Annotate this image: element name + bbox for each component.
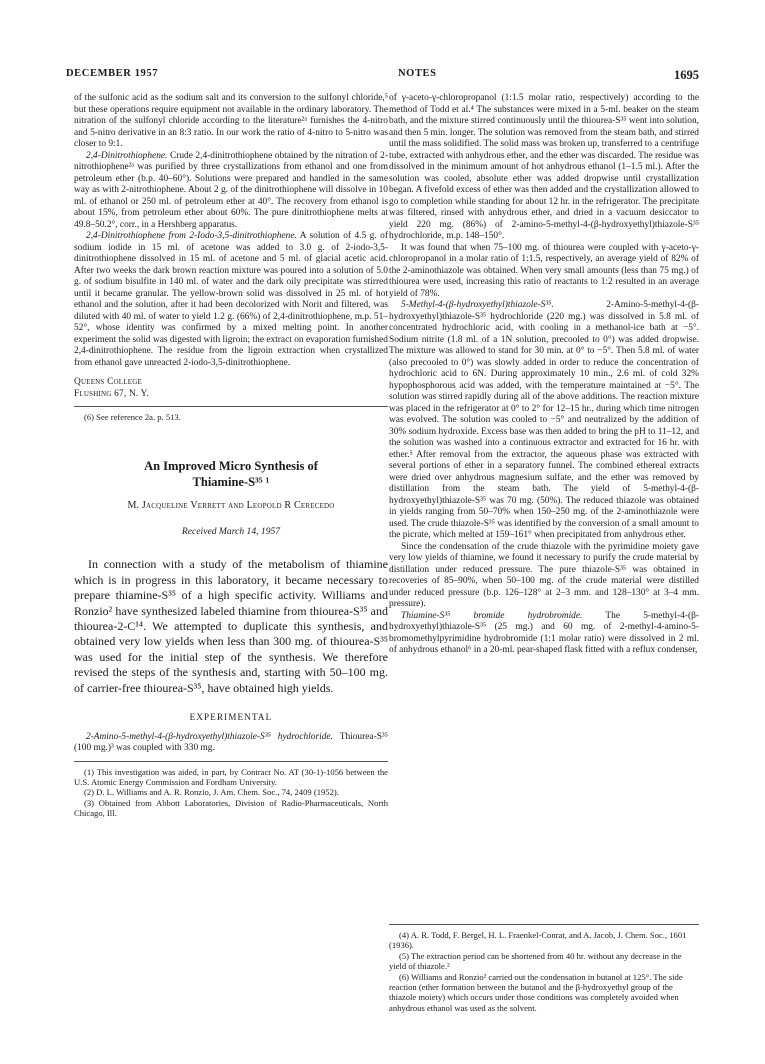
running-header-date: DECEMBER 1957	[66, 68, 159, 79]
article-authors: M. Jacqueline Verrett and Leopold R Cerecedo	[127, 500, 335, 512]
affiliation	[74, 377, 388, 400]
experimental-heading: 2-Amino-5-methyl-4-(β-hydroxyethyl)thiazole-S³⁵ hydrochloride.	[86, 731, 333, 742]
affiliation-city: Flushing 67, N. Y.	[74, 388, 149, 399]
footnote-item: (2) D. L. Williams and A. R. Ronzio, J. Am. Chem. Soc., 74, 2409 (1952).	[84, 787, 339, 798]
footnote-item: (5) The extraction period can be shortened from 40 hr. without any decrease in the yield of thiazole.²	[389, 950, 682, 972]
thiazole-heading: 5-Methyl-4-(β-hydroxyethyl)thiazole-S³⁵.	[401, 300, 554, 310]
footnote-item: (1) This investigation was aided, in part, by Contract No. AT (30-1)-1056 between the U.S. Atomic Energy Commission and Fordham University.	[74, 766, 388, 787]
introduction-text: In connection with a study of the metabolism of thiamine which is in progress in this laboratory, it became necessary to prepare thiamine-S³⁵ of a high specific activity. Williams and Ronzio² have synthesized labeled thiamine from thiourea-S³⁵ and thiourea-2-C¹⁴. We attempted to duplicate this synthesis, and obtained very low yields when less than 300 mg. of thiourea-S³⁵ was used for the initial step of the synthesis. We therefore revised the steps of the synthesis and, starting with 50–100 mg. of carrier-free thiourea-S³⁵, have obtained high yields.	[74, 557, 388, 695]
introduction-paragraph	[74, 557, 388, 696]
footnote-block-left	[74, 767, 388, 819]
iodo-text: A solution of 4.5 g. of sodium iodide in 15 ml. of acetone was added to 3.0 g. of 2-iodo-3,5-dinitrothiophene dissolved in 15 ml. of acetone and 5 ml. of glacial acetic acid. After two weeks the dark brown reaction mixture was poured into a solution of 5.0 g. of sodium bisulfite in 140 ml. of water and the dark oily precipitate was stirred until it became granular. The yellow-brown solid was dissolved in 25 ml. of hot ethanol and the solution, after it had been decolorized with Norit and filtered, was diluted with 40 ml. of water to yield 1.2 g. (66%) of 2,4-dinitrothiophene, m.p. 51–52°, whose identity was confirmed by a mixed melting point. In another experiment the solid was digested with ligroin; the extract on evaporation furnished 2,4-dinitrothiophene. The residue from the ligroin extraction when crystallized from ethanol gave unreacted 2-iodo-3,5-dinitrothiophene.	[74, 231, 388, 368]
left-column	[74, 93, 388, 819]
page-number: 1695	[674, 68, 699, 82]
body-paragraph: It was found that when 75–100 mg. of thiourea were coupled with γ-aceto-γ-chloropropanol in a molar ratio of 1:1.5, respectively, an average yield of 82% of the 2-aminothiazole was obtained. When very small amounts (less than 75 mg.) of thiourea were used, increasing this ratio of reactants to 1:2 resulted in an average yield of 78%.	[389, 242, 699, 299]
article-title	[74, 458, 388, 490]
footnote-block-previous	[74, 412, 388, 422]
section-heading-experimental: EXPERIMENTAL	[189, 712, 273, 723]
thiamine-text: The 5-methyl-4-(β-hydroxyethyl)thiazole-S³⁵ (25 mg.) and 60 mg. of 2-methyl-4-amino-5-bromomethylpyrimidine hydrobromide (1:1 molar ratio) were dissolved in 2 ml. of anhydrous ethanol⁶ in a 20-ml. pear-shaped flask fitted with a reflux condenser,	[389, 610, 699, 655]
experimental-paragraph	[74, 732, 388, 755]
thiazole-text: 2-Amino-5-methyl-4-(β-hydroxyethyl)thiazole-S³⁵ hydrochloride (220 mg.) was dissolved in 5.8 ml. of concentrated hydrochloric acid, with cooling in a methanol-ice bath at −5°. Sodium nitrite (1.8 ml. of a 1N solution, precooled to 0°) was added dropwise. The mixture was allowed to stand for 30 min. at 0° to −5°. Then 5.8 ml. of water (also precooled to 0°) was slowly added in order to reduce the concentration of hydrochloric acid to 6N. During approximately 10 min., 2.6 ml. of cold 32% hypophosphorous acid was added, with the temperature maintained at −5°. The solution was stirred rapidly during all of the above additions. The reaction mixture was placed in the refrigerator at 0° to 2° for 12–15 hr., during which time nitrogen was evolved. The solution was cooled to −5° and neutralized by the addition of 30% sodium hydroxide. Excess base was then added to bring the pH to 11–12, and the solution was washed into a continuous extractor and extracted for 16 hr. with ether.⁵ After removal from the extractor, the aqueous phase was extracted with several portions of ether in a separatory funnel. The combined ethereal extracts were dried over anhydrous magnesium sulfate, and the ether was removed by distillation from the steam bath. The yield of 5-methyl-4-(β-hydroxyethyl)thiazole-S³⁵ was 70 mg. (50%). The reduced thiazole was obtained in yields ranging from 50–70% when 150–250 mg. of the 2-aminothiazole were used. The crude thiazole-S³⁵ was identified by the conversion of a small amount to the picrate, which melted at 159–161° when precipitated from anhydrous ether.	[389, 300, 700, 540]
footnote-rule	[74, 761, 388, 762]
footnote-item: (6) Williams and Ronzio² carried out the condensation in butanol at 125°. The side reaction (ether formation between the butanol and the β-hydroxyethyl group of the thiazole moiety) which occurs under those conditions was completely avoided when anhydrous ethanol was used as the solvent.	[389, 971, 683, 1013]
footnote-item: (4) A. R. Todd, F. Bergel, H. L. Fraenkel-Conrat, and A. Jacob, J. Chem. Soc., 1601 (1936).	[389, 930, 687, 951]
body-paragraph: Since the condensation of the crude thiazole with the pyrimidine moiety gave very low yields of thiamine, we found it necessary to purify the crude material by distillation under reduced pressure. The pure thiazole-S³⁵ was obtained in recoveries of 85–90%, when 50–100 mg. of the crude material were distilled under reduced pressure (b.p. 126–128° at 2–3 mm. and 128–130° at 3–4 mm. pressure).	[389, 541, 699, 609]
body-paragraph: of γ-aceto-γ-chloropropanol (1:1.5 molar ratio, respectively) according to the method of Todd et al.⁴ The substances were mixed in a 5-ml. beaker on the steam bath, and the mixture stirred continuously until the thiourea-S³⁵ went into solution, and then 5 min. longer. The solution was removed from the steam bath, and stirred until the mass solidified. The solid mass was broken up, transferred to a centrifuge tube, extracted with anhydrous ether, and the ether was discarded. The residue was dissolved in the minimum amount of hot anhydrous ethanol (1–1.5 ml.). After the solution was cooled, absolute ether was added dropwise until crystallization began. A fivefold excess of ether was then added and the crystallization allowed to go to completion while standing for about 12 hr. in the refrigerator. The precipitate was filtered, rinsed with anhydrous ether, and dried in a vacuum desiccator to yield 220 mg. (86%) of 2-amino-5-methyl-4-(β-hydroxyethyl)thiazole-S³⁵ hydrochloride, m.p. 148–150°.	[389, 93, 700, 241]
iodo-paragraph	[74, 231, 388, 369]
thiamine-heading: Thiamine-S³⁵ bromide hydrobromide.	[401, 610, 583, 621]
thiamine-paragraph	[389, 611, 699, 657]
footnote-item: (3) Obtained from Abbott Laboratories, Division of Radio-Pharmaceuticals, North Chicago, Ill.	[74, 797, 388, 819]
footnote-list-right	[389, 930, 699, 1013]
right-column	[389, 93, 699, 657]
experimental-text: Thiourea-S³⁵ (100 mg.)³ was coupled with 330 mg.	[74, 731, 388, 754]
footnote-item: (6) See reference 2a. p. 513.	[84, 412, 181, 422]
iodo-heading: 2,4-Dinitrothiophene from 2-Iodo-3,5-dinitrothiophene.	[86, 231, 297, 241]
footnote-block-right	[389, 918, 699, 1013]
continued-paragraph: of the sulfonic acid as the sodium salt and its conversion to the sulfonyl chloride,⁵ but these operations require equipment not available in the ordinary laboratory. The nitration of the sulfonyl chloride according to the literature²ᵃ furnishes the 4-nitro and 5-nitro derivative in an 8:3 ratio. In our work the ratio of 4-nitro to 5-nitro was closer to 9:1.	[74, 93, 388, 149]
dinitro-paragraph	[74, 151, 388, 232]
dinitro-heading: 2,4-Dinitrothiophene.	[86, 150, 168, 161]
footnote-rule	[389, 924, 699, 925]
article-title-line: Thiamine-S³⁵ ¹	[192, 475, 270, 490]
running-header-section: NOTES	[398, 68, 437, 79]
thiazole-paragraph	[389, 300, 699, 542]
affiliation-college: Queens College	[74, 377, 142, 387]
received-date: Received March 14, 1957	[181, 525, 281, 537]
dinitro-text: Crude 2,4-dinitrothiophene obtained by the nitration of 2-nitrothiophene²ᵃ was purified by three crystallizations from ethanol and one from petroleum ether (b.p. 40–60°). Solutions were prepared and handled in the same way as with 2-nitrothiophene. About 2 g. of the dinitrothiophene will dissolve in 10 ml. of ethanol or 250 ml. of petroleum ether at 40°. The recovery from ethanol is about 15%, from petroleum ether about 60%. The pure dinitrothiophene melts at 49.8–50.2°, corr., in a Hershberg apparatus.	[74, 150, 388, 230]
article-title-line: An Improved Micro Synthesis of	[144, 459, 318, 474]
footnote-rule	[74, 406, 388, 407]
